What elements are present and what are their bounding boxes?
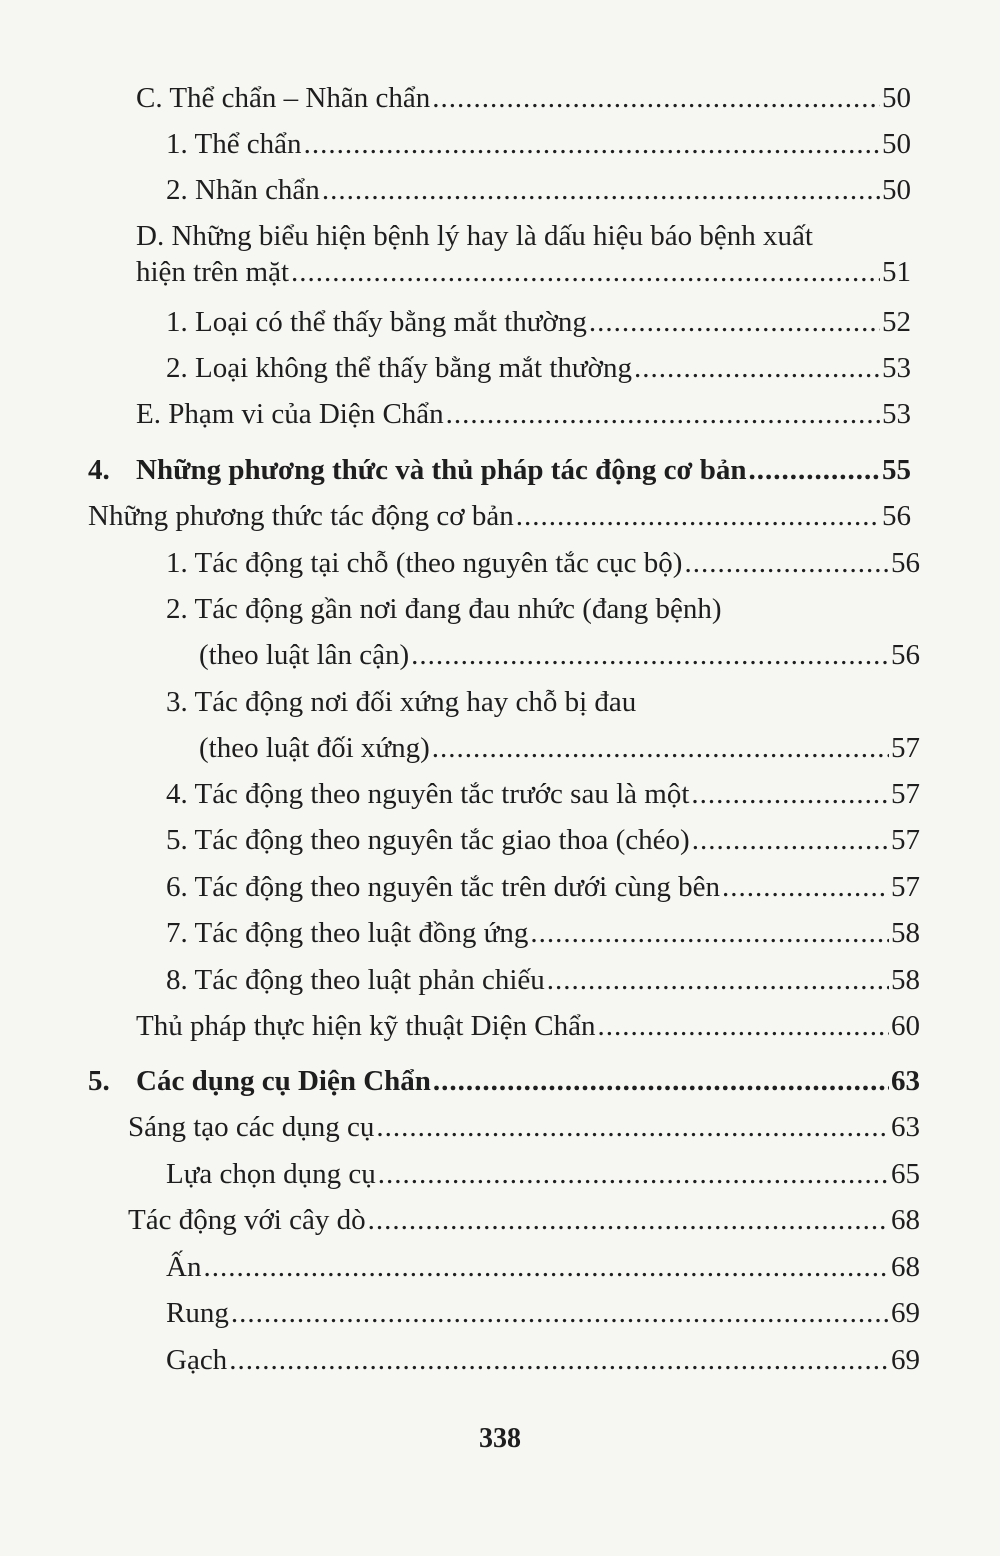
toc-chapter-title: Các dụng cụ Diện Chẩn — [136, 1065, 431, 1097]
leader-dots — [692, 822, 889, 858]
toc-page-number: 53 — [882, 398, 911, 430]
toc-entry — [166, 172, 911, 208]
toc-entry — [136, 396, 911, 432]
leader-dots — [432, 80, 880, 116]
toc-chapter-title: Những phương thức và thủ pháp tác động cơ bản — [136, 454, 747, 486]
leader-dots — [516, 498, 880, 534]
leader-dots — [749, 452, 880, 488]
leader-dots — [433, 1063, 889, 1099]
toc-chapter-entry — [88, 1063, 920, 1099]
toc-page-number: 57 — [891, 778, 920, 810]
leader-dots — [376, 1109, 889, 1145]
toc-entry-label-line1: D. Những biểu hiện bệnh lý hay là dấu hiệu báo bệnh xuất — [136, 220, 813, 252]
toc-entry-label-line1: 3. Tác động nơi đối xứng hay chỗ bị đau — [166, 686, 637, 718]
toc-entry-label: 2. Loại không thể thấy bằng mắt thường — [166, 352, 632, 384]
toc-entry-label: Rung — [166, 1297, 229, 1329]
chapter-number: 4. — [88, 454, 110, 486]
toc-page-number: 68 — [891, 1251, 920, 1283]
leader-dots — [322, 172, 880, 208]
toc-entry-label: 4. Tác động theo nguyên tắc trước sau là một — [166, 778, 690, 810]
toc-entry — [128, 1202, 920, 1238]
toc-page-number: 55 — [882, 454, 911, 486]
toc-entry-label: 1. Tác động tại chỗ (theo nguyên tắc cục bộ) — [166, 547, 683, 579]
toc-entry-label: 5. Tác động theo nguyên tắc giao thoa (chéo) — [166, 824, 690, 856]
toc-entry-label: Lựa chọn dụng cụ — [166, 1158, 376, 1190]
toc-page-number: 58 — [891, 917, 920, 949]
toc-entry — [88, 498, 911, 534]
leader-dots — [378, 1156, 889, 1192]
leader-dots — [291, 254, 880, 290]
leader-dots — [231, 1295, 889, 1331]
leader-dots — [691, 776, 889, 812]
toc-entry — [166, 776, 920, 812]
toc-page-number: 56 — [891, 639, 920, 671]
toc-page-number: 56 — [882, 500, 911, 532]
toc-page-number: 69 — [891, 1344, 920, 1376]
toc-page-number: 51 — [882, 256, 911, 288]
toc-entry — [136, 80, 911, 116]
toc-page-number: 65 — [891, 1158, 920, 1190]
toc-entry-label: 6. Tác động theo nguyên tắc trên dưới cùng bên — [166, 871, 720, 903]
toc-entry — [166, 304, 911, 340]
page-number-footer: 338 — [479, 1423, 521, 1454]
toc-entry-label: E. Phạm vi của Diện Chẩn — [136, 398, 444, 430]
toc-entry — [166, 869, 920, 905]
toc-page-number: 60 — [891, 1010, 920, 1042]
toc-entry-label: Tác động với cây dò — [128, 1204, 366, 1236]
leader-dots — [547, 962, 889, 998]
toc-entry-label: Thủ pháp thực hiện kỹ thuật Diện Chẩn — [136, 1010, 596, 1042]
toc-page-number: 50 — [882, 174, 911, 206]
toc-entry-label: Gạch — [166, 1344, 228, 1376]
toc-entry — [136, 218, 911, 290]
toc-page-number: 50 — [882, 82, 911, 114]
toc-page-number: 56 — [891, 547, 920, 579]
toc-page-number: 68 — [891, 1204, 920, 1236]
toc-entry — [128, 1109, 920, 1145]
toc-chapter-entry — [88, 452, 911, 488]
toc-entry — [166, 545, 920, 581]
toc-entry-label: (theo luật đối xứng) — [199, 732, 430, 764]
toc-entry — [166, 915, 920, 951]
leader-dots — [589, 304, 880, 340]
leader-dots — [229, 1342, 889, 1378]
leader-dots — [432, 730, 889, 766]
toc-entry-label: (theo luật lân cận) — [199, 639, 410, 671]
leader-dots — [597, 1008, 889, 1044]
leader-dots — [368, 1202, 889, 1238]
toc-entry — [136, 1008, 920, 1044]
toc-page-number: 57 — [891, 732, 920, 764]
toc-page-number: 52 — [882, 306, 911, 338]
leader-dots — [446, 396, 880, 432]
toc-entry-label: 8. Tác động theo luật phản chiếu — [166, 964, 545, 996]
leader-dots — [304, 126, 880, 162]
toc-page-number: 53 — [882, 352, 911, 384]
toc-entry-label-line1: 2. Tác động gần nơi đang đau nhức (đang bệnh) — [166, 593, 722, 625]
toc-page-number: 69 — [891, 1297, 920, 1329]
toc-entry-label: C. Thể chẩn – Nhãn chẩn — [136, 82, 431, 114]
toc-entry — [166, 591, 920, 673]
toc-entry — [166, 350, 911, 386]
toc-entry-label: 7. Tác động theo luật đồng ứng — [166, 917, 529, 949]
leader-dots — [722, 869, 889, 905]
toc-page-number: 58 — [891, 964, 920, 996]
toc-page-number: 63 — [891, 1111, 920, 1143]
toc-page-number: 57 — [891, 871, 920, 903]
toc-entry-label: 2. Nhãn chẩn — [166, 174, 320, 206]
toc-entry — [166, 1156, 920, 1192]
leader-dots — [634, 350, 880, 386]
toc-entry-label: Sáng tạo các dụng cụ — [128, 1111, 375, 1143]
toc-entry — [166, 126, 911, 162]
toc-entry — [166, 1342, 920, 1378]
toc-entry — [166, 1295, 920, 1331]
leader-dots — [530, 915, 889, 951]
toc-entry-label: Những phương thức tác động cơ bản — [88, 500, 514, 532]
chapter-number: 5. — [88, 1065, 110, 1097]
leader-dots — [411, 637, 889, 673]
leader-dots — [203, 1249, 889, 1285]
toc-page-number: 57 — [891, 824, 920, 856]
toc-page-number: 63 — [891, 1065, 920, 1097]
toc-entry-label: 1. Loại có thể thấy bằng mắt thường — [166, 306, 587, 338]
toc-page-number: 50 — [882, 128, 911, 160]
leader-dots — [684, 545, 889, 581]
toc-entry-label: hiện trên mặt — [136, 256, 290, 288]
toc-entry — [166, 822, 920, 858]
toc-entry — [166, 684, 920, 766]
toc-entry — [166, 962, 920, 998]
toc-entry — [166, 1249, 920, 1285]
toc-entry-label: 1. Thể chẩn — [166, 128, 302, 160]
toc-entry-label: Ấn — [166, 1251, 202, 1283]
